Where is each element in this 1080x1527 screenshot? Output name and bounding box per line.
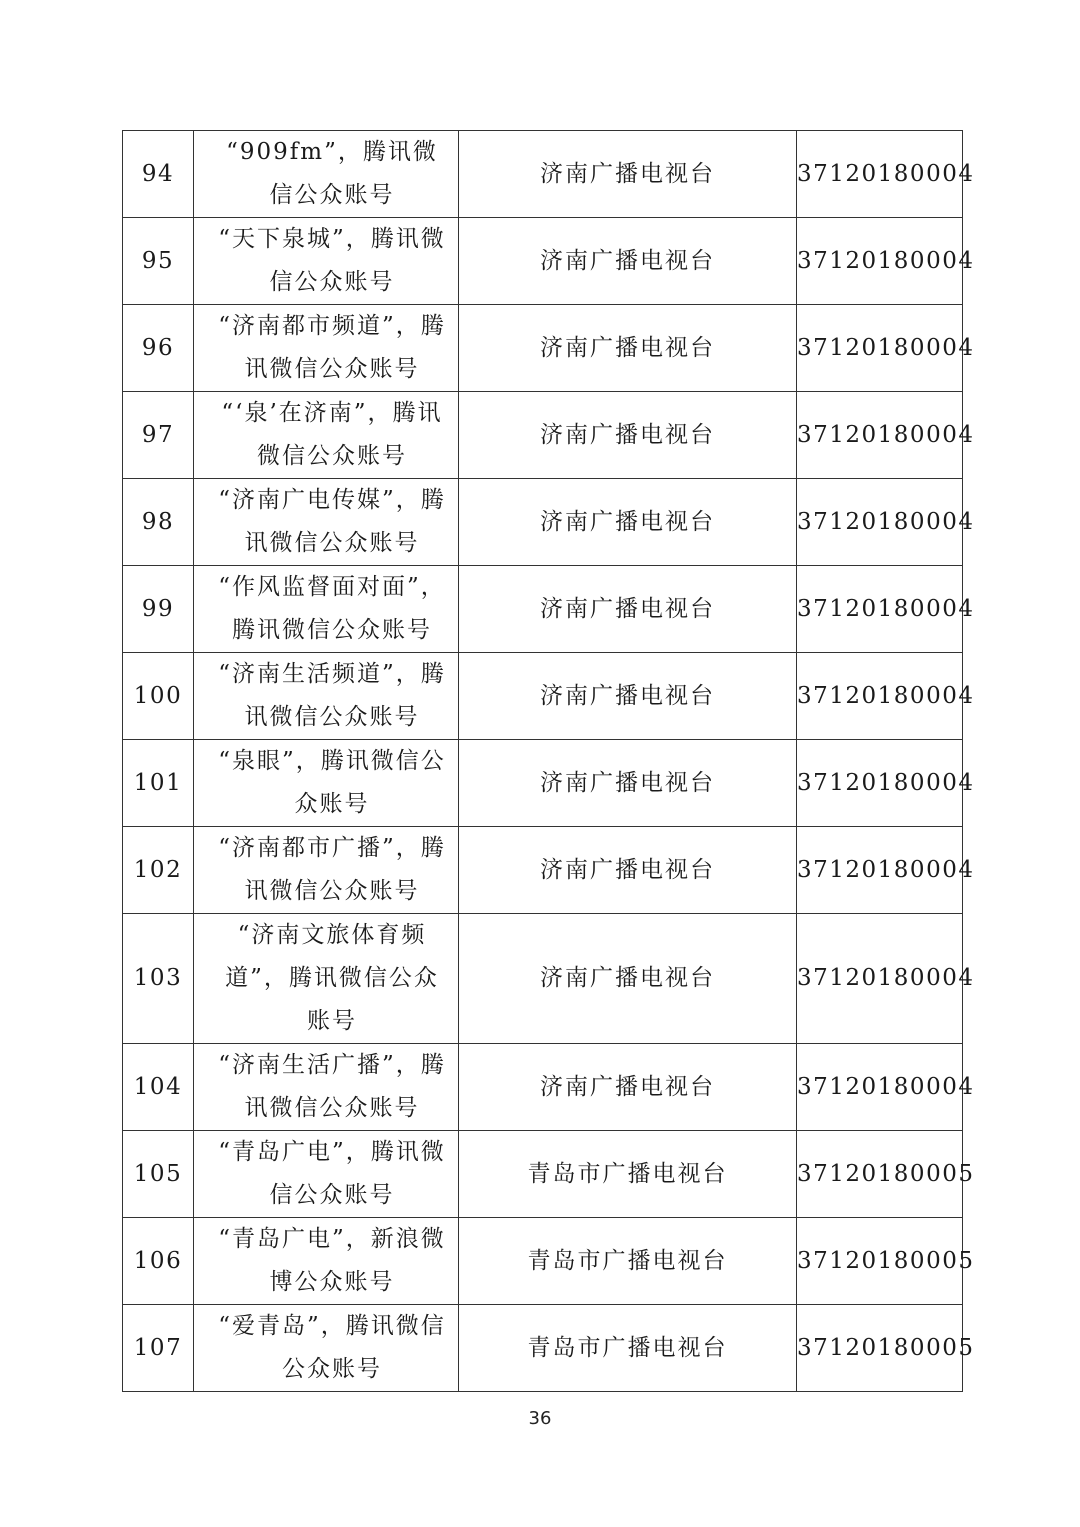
account-list-table <box>122 130 975 1392</box>
license-code-cell: 37120180004 <box>797 218 963 305</box>
table-row <box>123 1218 963 1305</box>
table-row <box>123 566 963 653</box>
license-code-cell: 37120180004 <box>797 1044 963 1131</box>
license-code-cell: 37120180004 <box>797 827 963 914</box>
row-number-cell: 95 <box>123 218 194 305</box>
account-name-cell <box>194 479 459 566</box>
license-code-cell: 37120180004 <box>797 131 963 218</box>
organization-cell: 济南广播电视台 <box>459 1044 797 1131</box>
account-name-cell <box>194 1044 459 1131</box>
table-row <box>123 131 963 218</box>
license-code-cell: 37120180004 <box>797 740 963 827</box>
account-name-text: “青岛广电”，腾讯微信公众账号 <box>218 1139 446 1208</box>
organization-cell: 济南广播电视台 <box>459 392 797 479</box>
organization-cell: 济南广播电视台 <box>459 218 797 305</box>
table-row <box>123 479 963 566</box>
account-name-text: “‘泉’在济南”，腾讯微信公众账号 <box>221 400 443 469</box>
license-code-cell: 37120180004 <box>797 392 963 479</box>
account-name-text: “济南都市广播”，腾讯微信公众账号 <box>218 835 446 904</box>
table-row <box>123 827 963 914</box>
account-name-text: “济南生活广播”，腾讯微信公众账号 <box>218 1052 446 1121</box>
organization-cell: 济南广播电视台 <box>459 305 797 392</box>
row-number-cell: 97 <box>123 392 194 479</box>
account-name-cell <box>194 392 459 479</box>
organization-cell: 济南广播电视台 <box>459 131 797 218</box>
account-name-text: “济南生活频道”，腾讯微信公众账号 <box>218 661 446 730</box>
account-name-text: “909fm”，腾讯微信公众账号 <box>226 139 438 208</box>
account-name-cell <box>194 827 459 914</box>
account-name-cell <box>194 305 459 392</box>
license-code-cell: 37120180005 <box>797 1305 963 1392</box>
account-name-cell <box>194 1131 459 1218</box>
account-name-text: “爱青岛”，腾讯微信公众账号 <box>218 1313 446 1382</box>
account-name-cell <box>194 914 459 1044</box>
account-name-cell <box>194 740 459 827</box>
table-row <box>123 653 963 740</box>
table-row <box>123 914 963 1044</box>
account-name-cell <box>194 653 459 740</box>
account-name-text: “济南文旅体育频道”，腾讯微信公众账号 <box>225 922 439 1034</box>
license-code-cell: 37120180004 <box>797 566 963 653</box>
page-number: 36 <box>528 1408 552 1429</box>
row-number-cell: 105 <box>123 1131 194 1218</box>
account-name-text: “济南广电传媒”，腾讯微信公众账号 <box>218 487 446 556</box>
account-name-cell <box>194 1305 459 1392</box>
row-number-cell: 99 <box>123 566 194 653</box>
organization-cell: 青岛市广播电视台 <box>459 1218 797 1305</box>
account-name-cell <box>194 566 459 653</box>
table-row <box>123 305 963 392</box>
organization-cell: 青岛市广播电视台 <box>459 1305 797 1392</box>
account-name-cell <box>194 131 459 218</box>
row-number-cell: 96 <box>123 305 194 392</box>
row-number-cell: 98 <box>123 479 194 566</box>
account-name-text: “天下泉城”，腾讯微信公众账号 <box>218 226 446 295</box>
license-code-cell: 37120180004 <box>797 914 963 1044</box>
organization-cell: 济南广播电视台 <box>459 740 797 827</box>
license-code-cell: 37120180004 <box>797 653 963 740</box>
table-row <box>123 392 963 479</box>
table-row <box>123 1131 963 1218</box>
organization-cell: 济南广播电视台 <box>459 914 797 1044</box>
account-name-text: “济南都市频道”，腾讯微信公众账号 <box>218 313 446 382</box>
row-number-cell: 101 <box>123 740 194 827</box>
row-number-cell: 102 <box>123 827 194 914</box>
license-code-cell: 37120180005 <box>797 1131 963 1218</box>
account-name-text: “泉眼”，腾讯微信公众账号 <box>218 748 446 817</box>
row-number-cell: 103 <box>123 914 194 1044</box>
row-number-cell: 104 <box>123 1044 194 1131</box>
table-body <box>123 131 975 1392</box>
table-row <box>123 740 963 827</box>
organization-cell: 济南广播电视台 <box>459 479 797 566</box>
account-name-cell <box>194 218 459 305</box>
table-row <box>123 1044 963 1131</box>
organization-cell: 济南广播电视台 <box>459 827 797 914</box>
account-name-text: “作风监督面对面”，腾讯微信公众账号 <box>218 574 446 643</box>
row-number-cell: 107 <box>123 1305 194 1392</box>
organization-cell: 济南广播电视台 <box>459 653 797 740</box>
license-code-cell: 37120180005 <box>797 1218 963 1305</box>
account-name-cell <box>194 1218 459 1305</box>
license-code-cell: 37120180004 <box>797 479 963 566</box>
account-name-text: “青岛广电”，新浪微博公众账号 <box>218 1226 446 1295</box>
row-number-cell: 94 <box>123 131 194 218</box>
row-number-cell: 100 <box>123 653 194 740</box>
row-number-cell: 106 <box>123 1218 194 1305</box>
organization-cell: 济南广播电视台 <box>459 566 797 653</box>
table-row <box>123 1305 963 1392</box>
license-code-cell: 37120180004 <box>797 305 963 392</box>
organization-cell: 青岛市广播电视台 <box>459 1131 797 1218</box>
table-row <box>123 218 963 305</box>
